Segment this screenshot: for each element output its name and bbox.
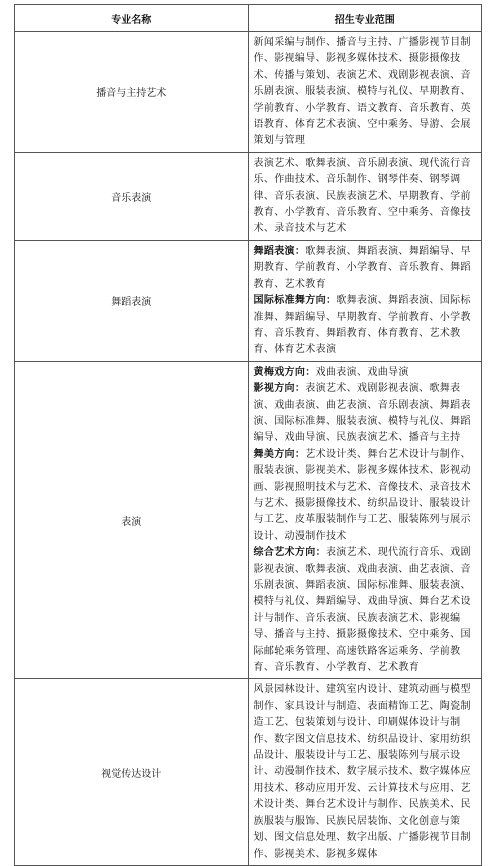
table-row xyxy=(15,32,482,153)
scope-text: 表演艺术、戏剧影视表演、歌舞表演、戏曲表演、曲艺表演、音乐剧表演、舞蹈表演、国际标准舞、服装表演、模特与礼仪、舞蹈编导、戏曲导演、民族表演艺术、播音与主持 xyxy=(253,383,471,444)
major-name: 播音与主持艺术 xyxy=(15,32,249,153)
header-scope: 招生专业范围 xyxy=(248,5,482,32)
scope-text: 艺术设计类、舞台艺术设计与制作、服装表演、影视美术、影视多媒体技术、影视动画、影视照明技术与艺术、音像技术、录音技术与艺术、摄影摄像技术、纺织品设计、服装设计与工艺、皮革服装制作与工艺、服装陈列与展示设计、动漫制作技术 xyxy=(253,448,471,542)
table-header-row xyxy=(15,5,482,32)
direction-label: 舞美方向： xyxy=(253,448,306,460)
scope-cell xyxy=(248,679,482,865)
scope-cell xyxy=(248,361,482,679)
scope-cell xyxy=(248,152,482,240)
table-row xyxy=(15,361,482,679)
scope-text: 歌舞表演、舞蹈表演、国际标准舞、舞蹈编导、早期教育、学前教育、小学教育、音乐教育、舞蹈教育、体育教育、艺术教育、体育艺术表演 xyxy=(253,295,471,356)
table-body xyxy=(15,32,482,866)
direction-label: 影视方向： xyxy=(253,383,306,395)
major-name: 舞蹈表演 xyxy=(15,240,249,361)
majors-table xyxy=(14,4,482,866)
scope-paragraph xyxy=(254,35,479,150)
scope-text: 表演艺术、歌舞表演、音乐剧表演、现代流行音乐、作曲技术、音乐制作、钢琴伴奏、钢琴调律、音乐表演、民族表演艺术、早期教育、学前教育、小学教育、音乐教育、空中乘务、音像技术、录音技术与艺术 xyxy=(253,157,471,235)
major-name: 表演 xyxy=(15,361,249,679)
scope-text: 表演艺术、现代流行音乐、戏剧影视表演、歌舞表演、戏曲表演、曲艺表演、音乐剧表演、舞蹈表演、国际标准舞、服装表演、模特与礼仪、舞蹈编导、戏曲导演、舞台艺术设计与制作、音乐表演、民族表演艺术、影视编导、播音与主持、摄影摄像技术、空中乘务、国际邮轮乘务管理、高速铁路客运乘务、学前教育、音乐教育、小学教育、艺术教育 xyxy=(253,547,471,674)
scope-cell xyxy=(248,32,482,153)
scope-paragraph xyxy=(254,293,479,359)
header-major-name: 专业名称 xyxy=(15,5,249,32)
scope-text: 戏曲表演、戏曲导演 xyxy=(315,366,409,378)
scope-paragraph xyxy=(254,682,479,862)
major-name: 音乐表演 xyxy=(15,152,249,240)
table-row xyxy=(15,152,482,240)
scope-paragraph xyxy=(254,447,479,545)
scope-text: 新闻采编与制作、播音与主持、广播影视节目制作、影视编导、影视多媒体技术、摄影摄像技术、传播与策划、表演艺术、戏剧影视表演、音乐剧表演、服装表演、模特与礼仪、早期教育、学前教育、小学教育、语文教育、音乐教育、英语教育、体育艺术表演、空中乘务、导游、会展策划与管理 xyxy=(253,37,471,147)
scope-cell xyxy=(248,240,482,361)
scope-paragraph xyxy=(254,244,479,293)
table-row xyxy=(15,240,482,361)
scope-paragraph xyxy=(254,156,479,238)
direction-label: 舞蹈表演： xyxy=(253,245,306,257)
scope-text: 歌舞表演、舞蹈表演、舞蹈编导、早期教育、学前教育、小学教育、音乐教育、舞蹈教育、艺术教育 xyxy=(253,245,471,290)
scope-paragraph xyxy=(254,545,479,676)
scope-paragraph xyxy=(254,365,479,381)
direction-label: 国际标准舞方向： xyxy=(253,295,337,307)
scope-text: 风景园林设计、建筑室内设计、建筑动画与模型制作、家具设计与制造、表面精饰工艺、陶瓷制造工艺、包装策划与设计、印刷媒体设计与制作、数字图文信息技术、纺织品设计、家用纺织品设计、服装设计与工艺、服装陈列与展示设计、动漫制作技术、数字展示技术、数字媒体应用技术、移动应用开发、云计算技术与应用、艺术设计类、舞台艺术设计与制作、民族美术、民族服装与服饰、民族民居装饰、文化创意与策划、图文信息处理、数字出版、广播影视节目制作、影视美术、影视多媒体 xyxy=(253,684,471,860)
scope-paragraph xyxy=(254,381,479,447)
table-row xyxy=(15,679,482,865)
direction-label: 综合艺术方向： xyxy=(253,547,326,559)
direction-label: 黄梅戏方向： xyxy=(253,366,316,378)
major-name: 视觉传达设计 xyxy=(15,679,249,865)
